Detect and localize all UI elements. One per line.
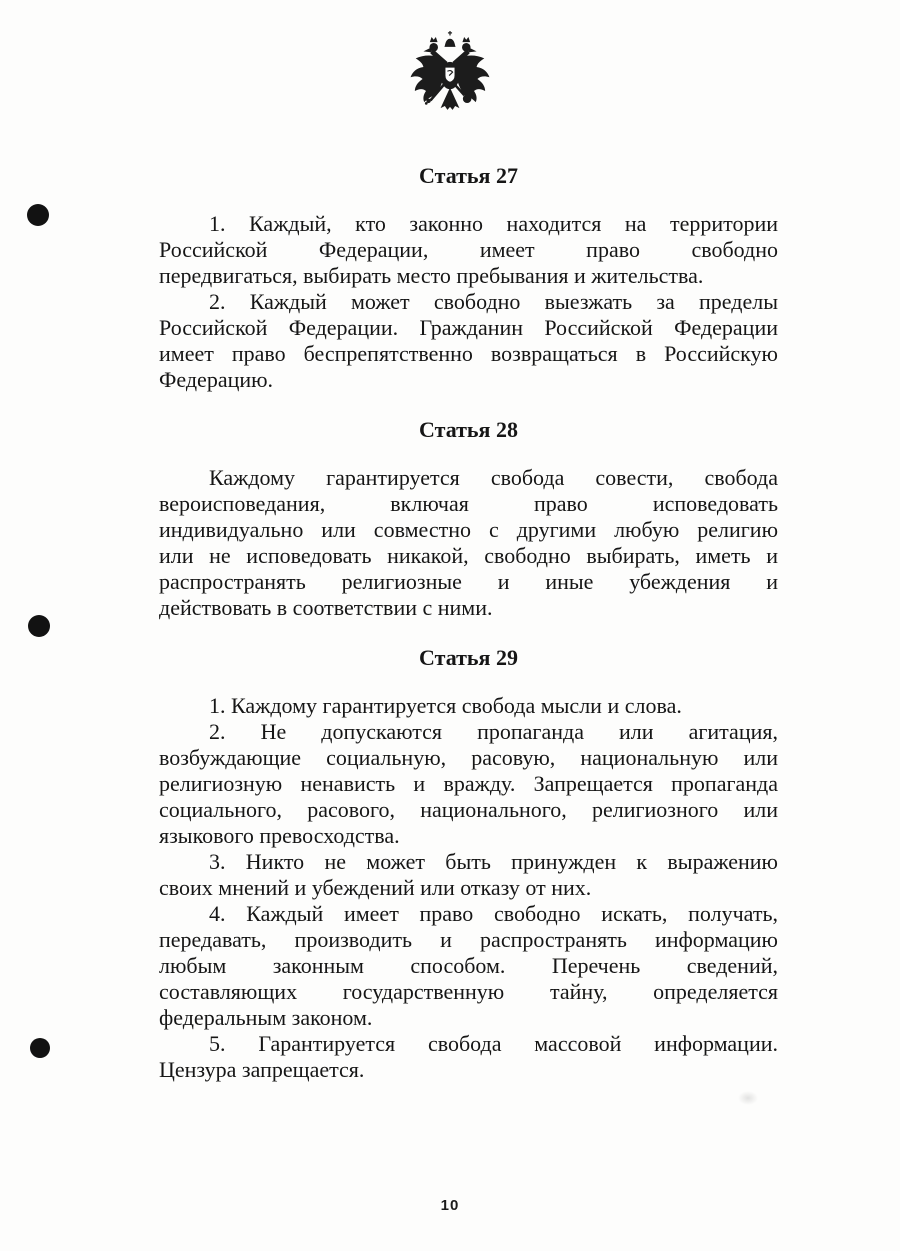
text-line: 5. Гарантируется свобода массовой информации. — [209, 1031, 778, 1056]
text-line: Каждому гарантируется свобода совести, свобода — [209, 465, 778, 490]
article-29-paragraph-4 — [159, 901, 778, 1031]
text-line: Российской Федерации, имеет право свободно — [159, 237, 778, 262]
article-29-title: Статья 29 — [419, 645, 518, 670]
text-line: социального, расового, национального, религиозного или — [159, 797, 778, 822]
text-line: передавать, производить и распространять информацию — [159, 927, 778, 952]
text-line: федеральным законом. — [159, 1005, 373, 1030]
text-line: имеет право беспрепятственно возвращаться в Российскую — [159, 341, 778, 366]
scan-smudge — [738, 1091, 758, 1105]
hole-punch-mark — [30, 1038, 50, 1058]
text-line: 4. Каждый имеет право свободно искать, получать, — [209, 901, 778, 926]
text-line: составляющих государственную тайну, определяется — [159, 979, 778, 1004]
text-line: передвигаться, выбирать место пребывания и жительства. — [159, 263, 704, 288]
text-line: религиозную ненависть и вражду. Запрещается пропаганда — [159, 771, 778, 796]
text-line: Федерацию. — [159, 367, 274, 392]
text-line: своих мнений и убеждений или отказу от них. — [159, 875, 592, 900]
text-line: распространять религиозные и иные убеждения и — [159, 569, 778, 594]
text-line: 1. Каждый, кто законно находится на территории — [209, 211, 778, 236]
article-27-paragraph-1 — [159, 211, 778, 289]
article-28-title: Статья 28 — [419, 417, 518, 442]
article-27-title: Статья 27 — [419, 163, 518, 188]
russian-coat-of-arms-icon — [406, 31, 494, 127]
article-27-paragraph-2 — [159, 289, 778, 393]
article-29-paragraph-2 — [159, 719, 778, 849]
page-number: 10 — [440, 1197, 460, 1214]
text-line: возбуждающие социальную, расовую, национальную или — [159, 745, 778, 770]
article-29-paragraph-3 — [159, 849, 778, 901]
text-line: 2. Не допускаются пропаганда или агитация, — [209, 719, 778, 744]
text-line: языкового превосходства. — [159, 823, 400, 848]
text-line: действовать в соответствии с ними. — [159, 595, 493, 620]
article-29-paragraph-1 — [159, 693, 778, 719]
text-line: индивидуально или совместно с другими любую религию — [159, 517, 778, 542]
text-line: Цензура запрещается. — [159, 1057, 365, 1082]
text-line: 2. Каждый может свободно выезжать за пределы — [209, 289, 778, 314]
document-text-block — [159, 163, 778, 1083]
article-28-paragraph-1 — [159, 465, 778, 621]
text-line: любым законным способом. Перечень сведений, — [159, 953, 778, 978]
hole-punch-mark — [27, 204, 49, 226]
text-line: 1. Каждому гарантируется свобода мысли и слова. — [209, 693, 682, 718]
article-29-paragraph-5 — [159, 1031, 778, 1083]
text-line: 3. Никто не может быть принужден к выражению — [209, 849, 778, 874]
hole-punch-mark — [28, 615, 50, 637]
text-line: или не исповедовать никакой, свободно выбирать, иметь и — [159, 543, 778, 568]
text-line: вероисповедания, включая право исповедовать — [159, 491, 778, 516]
text-line: Российской Федерации. Гражданин Российской Федерации — [159, 315, 778, 340]
